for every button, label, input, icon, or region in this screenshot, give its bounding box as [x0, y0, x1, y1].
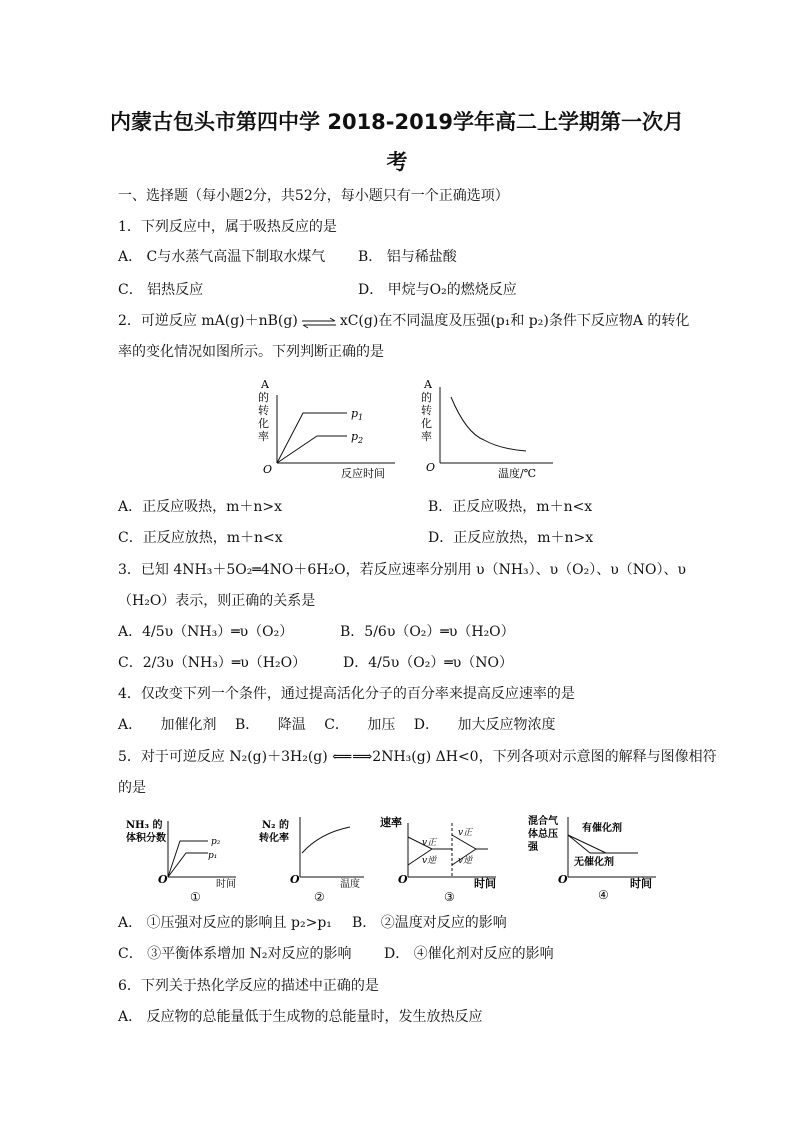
q2-stem-line1	[118, 311, 689, 331]
y-axis-label: NH₃ 的	[126, 820, 163, 831]
y-axis-label: 混合气	[528, 816, 558, 827]
q5-option-d: D． ④催化剂对反应的影响	[384, 946, 554, 962]
q5-stem-line2: 的是	[118, 780, 146, 796]
y-label-char: 的	[258, 391, 269, 404]
curve-p1	[168, 853, 208, 877]
q2-stem-part2: xC(g)在不同温度及压强(p₁和 p₂)条件下反应物A 的转化	[339, 313, 690, 329]
y-label-char: 转	[421, 404, 432, 417]
y-axis-label: 体积分数	[126, 833, 166, 844]
q2-option-c: C．正反应放热，m＋n<x	[118, 530, 283, 546]
y-axis-label: 强	[528, 842, 538, 853]
q3-option-a: A．4/5υ（NH₃）═υ（O₂）	[118, 624, 294, 640]
y-label-char: 的	[421, 391, 432, 404]
q5-figure-4	[526, 813, 662, 905]
q3-option-c: C．2/3υ（NH₃）═υ（H₂O）	[118, 655, 307, 671]
x-axis-label: 时间	[216, 879, 236, 890]
figure-number: ③	[444, 890, 455, 904]
curve-conversion	[302, 827, 350, 853]
q5-figure-1	[124, 813, 244, 905]
label-v-reverse-2: v逆	[458, 856, 473, 866]
x-axis-label: 温度	[340, 879, 360, 890]
q5-stem-line1: 5．对于可逆反应 N₂(g)＋3H₂(g) ⟸⟹2NH₃(g) ΔH<0，下列各项对示意图的解释与图像相符	[118, 749, 717, 765]
q5-figure-2	[256, 813, 366, 905]
q4-stem: 4．仅改变下列一个条件，通过提高活化分子的百分率来提高反应速率的是	[118, 686, 575, 702]
y-label-char: 化	[258, 417, 269, 430]
y-label-char: A	[424, 378, 432, 391]
q2-option-b: B．正反应吸热，m＋n<x	[428, 499, 593, 515]
origin-label: O	[558, 873, 568, 886]
q1-option-d: D． 甲烷与O₂的燃烧反应	[358, 282, 517, 298]
q3-stem-line1: 3．已知 4NH₃＋5O₂═4NO＋6H₂O，若反应速率分别用 υ（NH₃）、υ（O₂）、υ（NO）、υ	[118, 562, 686, 578]
label-with-catalyst: 有催化剂	[582, 823, 622, 834]
q3-stem-line2: （H₂O）表示，则正确的关系是	[118, 593, 316, 609]
q6-option-a: A． 反应物的总能量低于生成物的总能量时，发生放热反应	[118, 1009, 483, 1025]
y-label-char: A	[261, 378, 269, 391]
origin-label: O	[158, 873, 168, 886]
page-title-line1: 内蒙古包头市第四中学 2018-2019学年高二上学期第一次月	[110, 110, 684, 134]
x-axis-label: 时间	[630, 877, 652, 890]
q3-option-d: D．4/5υ（O₂）═υ（NO）	[343, 655, 514, 671]
y-label-char: 化	[421, 417, 432, 430]
label-v-reverse: v逆	[422, 856, 437, 866]
label-v-forward: v正	[422, 838, 437, 848]
q5-figure-3	[376, 813, 506, 905]
curve-temperature	[451, 397, 526, 451]
label-p1: $p_1$	[351, 407, 364, 422]
q1-option-b: B． 铝与稀盐酸	[358, 249, 457, 265]
q2-figure-right	[418, 375, 558, 480]
q2-option-a: A．正反应吸热，m＋n>x	[118, 499, 283, 515]
y-axis-label: 转化率	[259, 833, 289, 844]
x-axis-label: 反应时间	[341, 467, 385, 480]
y-label-char: 转	[258, 404, 269, 417]
x-axis-label: 温度/℃	[498, 467, 537, 480]
y-label-char: 率	[421, 430, 432, 443]
curve-p2	[277, 436, 347, 463]
equilibrium-arrow-icon	[300, 315, 338, 327]
q2-stem-line2: 率的变化情况如图所示。下列判断正确的是	[118, 344, 384, 360]
label-v-forward-2: v正	[458, 828, 473, 838]
origin-label: O	[426, 461, 436, 474]
label-p2: p₂	[211, 837, 221, 847]
origin-label: O	[263, 463, 273, 476]
q6-stem: 6．下列关于热化学反应的描述中正确的是	[118, 978, 379, 994]
label-without-catalyst: 无催化剂	[574, 857, 614, 868]
q1-stem: 1．下列反应中，属于吸热反应的是	[118, 219, 337, 235]
y-axis-label: 速率	[380, 816, 402, 829]
figure-number: ①	[190, 890, 201, 904]
origin-label: O	[398, 873, 408, 886]
q2-figure-left	[255, 375, 400, 480]
curve-with-catalyst	[568, 835, 638, 853]
y-label-char: 率	[258, 430, 269, 443]
q4-options: A． 加催化剂 B． 降温 C． 加压 D． 加大反应物浓度	[118, 717, 556, 733]
label-p2: $p_2$	[351, 430, 364, 445]
label-p1: p₁	[208, 851, 218, 861]
curve-p2	[168, 841, 208, 877]
y-axis-label: N₂ 的	[262, 820, 290, 831]
q5-option-a: A． ①压强对反应的影响且 p₂>p₁	[118, 915, 332, 931]
q5-option-c: C． ③平衡体系增加 N₂对反应的影响	[118, 946, 352, 962]
q3-option-b: B．5/6υ（O₂）═υ（H₂O）	[340, 624, 515, 640]
figure-number: ④	[598, 888, 609, 902]
q2-stem-part1: 2．可逆反应 mA(g)＋nB(g)	[118, 313, 298, 329]
figure-number: ②	[314, 890, 325, 904]
q1-option-a: A． C与水蒸气高温下制取水煤气	[118, 249, 326, 265]
origin-label: O	[290, 873, 300, 886]
x-axis-label: 时间	[474, 877, 496, 890]
q1-option-c: C． 铝热反应	[118, 282, 204, 298]
q2-option-d: D．正反应放热，m＋n>x	[428, 530, 594, 546]
y-axis-label: 体总压	[528, 829, 558, 840]
page-title-line2: 考	[386, 150, 408, 174]
q5-option-b: B． ②温度对反应的影响	[352, 915, 507, 931]
section-heading: 一、选择题（每小题2分，共52分，每小题只有一个正确选项）	[118, 188, 509, 204]
